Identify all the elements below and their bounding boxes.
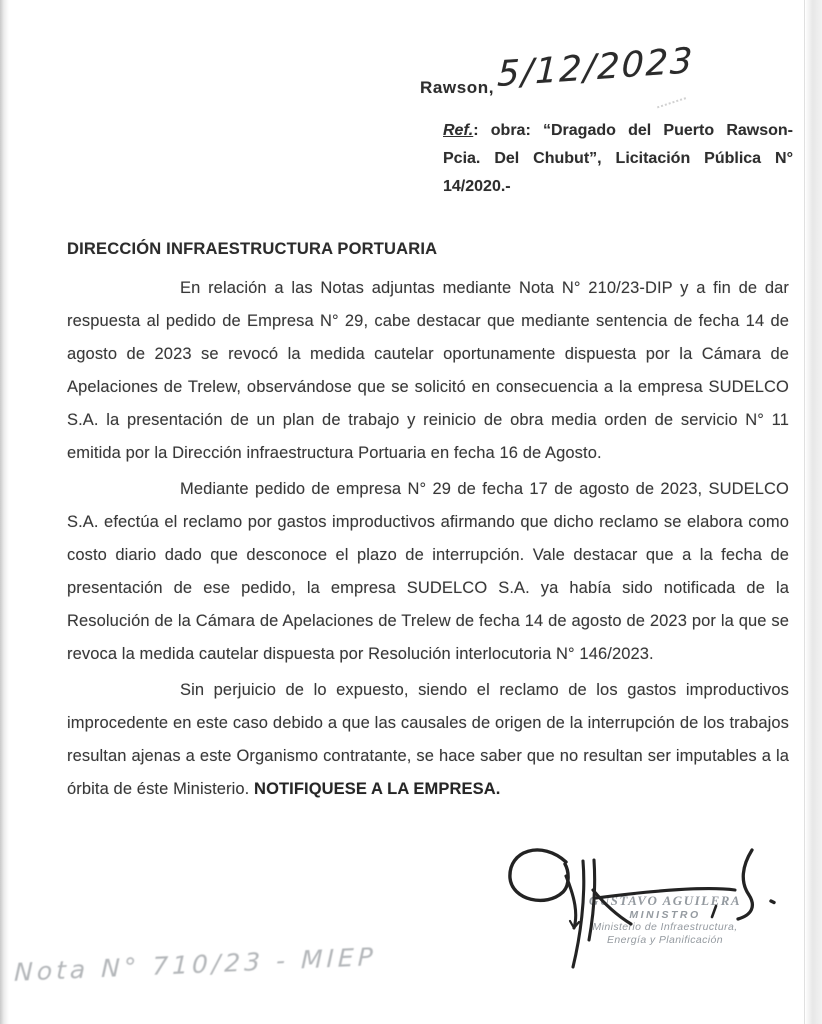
signature (490, 838, 800, 983)
paragraph-3-text: Sin perjuicio de lo expuesto, siendo el reclamo de los gastos improductivos improcedente en este caso debido a que las causales de origen de la interrupción de los trabajos resultan ajenas a este Organismo contratante, se hace saber que no resultan ser imputables a la órbita de éste Ministerio. (67, 681, 789, 798)
handwritten-date: 5/12/2023 (496, 41, 695, 95)
place-line: Rawson, (420, 78, 495, 97)
reference-text: : obra: “Dragado del Puerto Rawson- Pcia. Del Chubut”, Licitación Pública N° 14/2020.- (443, 122, 793, 195)
paragraph-1 (67, 272, 789, 470)
reference-label: Ref. (443, 122, 474, 139)
recipient-line: DIRECCIÓN INFRAESTRUCTURA PORTUARIA (67, 240, 438, 258)
handwritten-note: Nota N° 710/23 - MIEP (13, 942, 378, 987)
paragraph-1-text: En relación a las Notas adjuntas mediante Nota N° 210/23-DIP y a fin de dar respuesta al pedido de Empresa N° 29, cabe destacar que mediante sentencia de fecha 14 de agosto de 2023 se revocó la medida cautelar oportunamente dispuesta por la Cámara de Apelaciones de Trelew, observándose que se solicitó en consecuencia a la empresa SUDELCO S.A. la presentación de un plan de trabajo y reinicio de obra media orden de servicio N° 11 emitida por la Dirección infraestructura Portuaria en fecha 16 de Agosto. (67, 279, 789, 462)
scan-edge-right (804, 0, 822, 1024)
letter-body (67, 272, 789, 809)
stamp-title: MINISTRO (629, 909, 701, 921)
paragraph-2 (67, 473, 789, 671)
stray-ink-marks (654, 88, 686, 109)
scan-edge-left (0, 0, 9, 1024)
reference-block (443, 117, 793, 201)
paragraph-2-text: Mediante pedido de empresa N° 29 de fecha 17 de agosto de 2023, SUDELCO S.A. efectúa el reclamo por gastos improductivos afirmando que dicho reclamo se elabora como costo diario dado que desconoce el plazo de interrupción. Vale destacar que a la fecha de presentación de ese pedido, la empresa SUDELCO S.A. ya había sido notificada de la Resolución de la Cámara de Apelaciones de Trelew de fecha 14 de agosto de 2023 por la que se revoca la medida cautelar dispuesta por Resolución interlocutoria N° 146/2023. (67, 480, 789, 663)
stamp-name: GUSTAVO AGUILERA (588, 893, 742, 908)
stamp-org-line2: Energía y Planificación (606, 933, 723, 946)
stamp-org-line1: Ministerio de Infraestructura, (592, 921, 738, 933)
closing-emphasis: NOTIFIQUESE A LA EMPRESA. (254, 780, 501, 798)
paragraph-3 (67, 674, 789, 806)
